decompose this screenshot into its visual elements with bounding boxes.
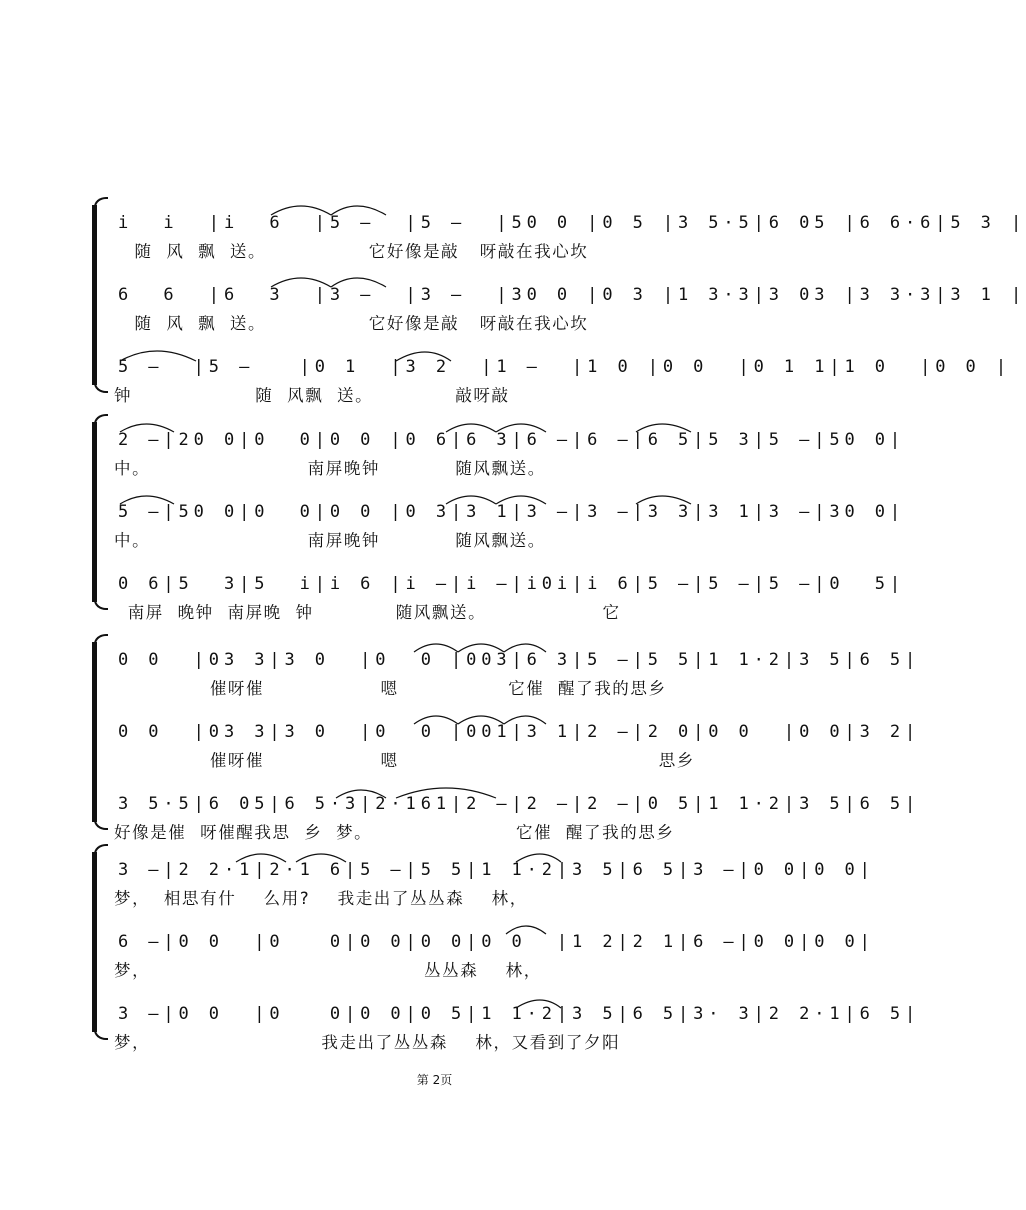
staff-alto bbox=[104, 720, 921, 780]
lyrics-line: 梦， 丛丛森 林， bbox=[114, 961, 542, 980]
lyrics-line: 好像是催 呀催醒我思 乡 梦。 它催 醒了我的思乡 bbox=[114, 823, 675, 842]
notes-line: 0 0 |03 3|3 0 |0 0 |003|6 3|5 –|5 5|1 1·2|3 5|6 5| bbox=[118, 650, 921, 670]
lyrics-line: 梦， 相思有什 么用? 我走出了丛丛森 林， bbox=[114, 889, 528, 908]
score-system-3 bbox=[96, 642, 921, 842]
staff-soprano bbox=[104, 211, 1026, 271]
lyrics-line: 钟 随 风飘 送。 敲呀敲 bbox=[114, 386, 510, 405]
system-bracket bbox=[92, 852, 97, 1032]
staff-alto bbox=[104, 930, 875, 990]
lyrics-line: 中。 南屏晚钟 随风飘送。 bbox=[114, 459, 546, 478]
staff-soprano bbox=[104, 428, 906, 488]
lyrics-line: 随 风 飘 送。 它好像是敲 呀敲在我心坎 bbox=[114, 314, 589, 333]
notes-line: 3 –|2 2·1|2·1 6|5 –|5 5|1 1·2|3 5|6 5|3 –|0 0|0 0| bbox=[118, 860, 875, 880]
notes-line: 5 – |5 – |0 1 |3 2 |1 – |1 0 |0 0 |0 1 1|1 0 |0 0 | bbox=[118, 357, 1011, 377]
staff-bass bbox=[104, 1002, 921, 1062]
staff-alto bbox=[104, 500, 906, 560]
staff-alto bbox=[104, 283, 1026, 343]
notes-line: i i |i 6 |5 – |5 – |50 0 |0 5 |3 5·5|6 05 |6 6·6|5 3 | bbox=[118, 213, 1026, 233]
system-bracket bbox=[92, 422, 97, 602]
notes-line: 0 6|5 3|5 i|i 6 |i –|i –|i0i|i 6|5 –|5 –|5 –|0 5| bbox=[118, 574, 906, 594]
page-number: 第 2页 bbox=[416, 1073, 453, 1087]
lyrics-line: 催呀催 嗯 思乡 bbox=[114, 751, 695, 770]
notes-line: 3 5·5|6 05|6 5·3|2·161|2 –|2 –|2 –|0 5|1 1·2|3 5|6 5| bbox=[118, 794, 921, 814]
staff-soprano bbox=[104, 648, 921, 708]
lyrics-line: 随 风 飘 送。 它好像是敲 呀敲在我心坎 bbox=[114, 242, 589, 261]
system-bracket bbox=[92, 205, 97, 385]
notes-line: 3 –|0 0 |0 0|0 0|0 5|1 1·2|3 5|6 5|3· 3|2 2·1|6 5| bbox=[118, 1004, 921, 1024]
score-system-2 bbox=[96, 422, 906, 622]
staff-soprano bbox=[104, 858, 875, 918]
staff-bass bbox=[104, 792, 921, 852]
notes-line: 5 –|50 0|0 0|0 0 |0 3|3 1|3 –|3 –|3 3|3 1|3 –|30 0| bbox=[118, 502, 906, 522]
score-system-1 bbox=[96, 205, 1026, 405]
notes-line: 6 6 |6 3 |3 – |3 – |30 0 |0 3 |1 3·3|3 03 |3 3·3|3 1 | bbox=[118, 285, 1026, 305]
lyrics-line: 梦， 我走出了丛丛森 林，又看到了夕阳 bbox=[114, 1033, 621, 1052]
notes-line: 0 0 |03 3|3 0 |0 0 |001|3 1|2 –|2 0|0 0 |0 0|3 2| bbox=[118, 722, 921, 742]
staff-bass bbox=[104, 355, 1011, 415]
score-system-4 bbox=[96, 852, 921, 1052]
system-bracket bbox=[92, 642, 97, 822]
lyrics-line: 南屏 晚钟 南屏晚 钟 随风飘送。 它 bbox=[114, 603, 621, 622]
notes-line: 2 –|20 0|0 0|0 0 |0 6|6 3|6 –|6 –|6 5|5 3|5 –|50 0| bbox=[118, 430, 906, 450]
notes-line: 6 –|0 0 |0 0|0 0|0 0|0 0 |1 2|2 1|6 –|0 0|0 0| bbox=[118, 932, 875, 952]
lyrics-line: 催呀催 嗯 它催 醒了我的思乡 bbox=[114, 679, 667, 698]
staff-bass bbox=[104, 572, 906, 632]
lyrics-line: 中。 南屏晚钟 随风飘送。 bbox=[114, 531, 546, 550]
